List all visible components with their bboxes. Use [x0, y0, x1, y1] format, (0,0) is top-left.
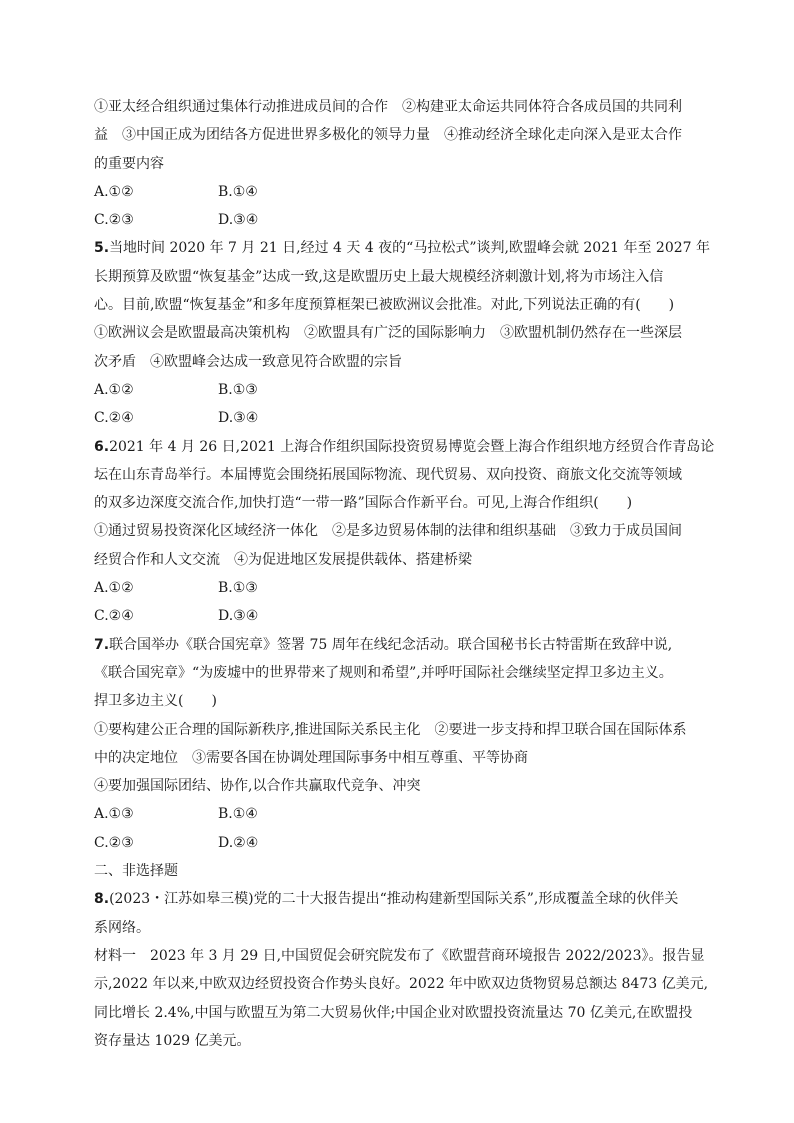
q7-option-a: A.①③	[94, 806, 134, 823]
q8-line: 材料一 2023 年 3 月 29 日,中国贸促会研究院发布了《欧盟营商环境报告 2022/2023》。报告显	[94, 947, 705, 964]
q7-line: 捍卫多边主义( )	[94, 693, 217, 710]
question-7	[94, 631, 734, 857]
q5-options-row	[94, 376, 734, 404]
q5-options-row	[94, 404, 734, 432]
q5-line: 次矛盾 ④欧盟峰会达成一致意见符合欧盟的宗旨	[94, 353, 402, 370]
q6-option-a: A.①②	[94, 580, 134, 597]
q6-line: 坛在山东青岛举行。本届博览会围绕拓展国际物流、现代贸易、双向投资、商旅文化交流等领域	[94, 466, 682, 483]
question-5	[94, 234, 734, 432]
question-6	[94, 433, 734, 631]
q4-option-c: C.②③	[94, 212, 134, 229]
q6-option-c: C.②④	[94, 608, 134, 625]
q5-option-b: B.①③	[218, 381, 258, 398]
q6-options-row	[94, 574, 734, 602]
q6-option-d: D.③④	[218, 608, 259, 625]
q8-number: 8.	[94, 891, 110, 908]
q4-options-row	[94, 206, 734, 234]
q5-option-d: D.③④	[218, 410, 259, 427]
q7-options-row	[94, 829, 734, 857]
q8-line: (2023・江苏如皋三模)党的二十大报告提出“推动构建新型国际关系”,形成覆盖全球的伙伴关	[109, 891, 679, 908]
q4-options-row	[94, 178, 734, 206]
q6-line: ①通过贸易投资深化区域经济一体化 ②是多边贸易体制的法律和组织基础 ③致力于成员国间	[94, 523, 682, 540]
q8-line: 同比增长 2.4%,中国与欧盟互为第二大贸易伙伴;中国企业对欧盟投资流量达 70 亿美元,在欧盟投	[94, 1004, 693, 1021]
q5-line: ①欧洲议会是欧盟最高决策机构 ②欧盟具有广泛的国际影响力 ③欧盟机制仍然存在一些深层	[94, 325, 682, 342]
q4-option-a: A.①②	[94, 183, 134, 200]
q5-number: 5.	[94, 240, 110, 257]
q8-line: 示,2022 年以来,中欧双边经贸投资合作势头良好。2022 年中欧双边货物贸易总额达 8473 亿美元,	[94, 976, 709, 993]
q7-line: 《联合国宪章》“为废墟中的世界带来了规则和希望”,并呼吁国际社会继续坚定捍卫多边主义。	[94, 664, 673, 681]
q7-option-d: D.②④	[218, 834, 259, 851]
q4-line: 益 ③中国正成为团结各方促进世界多极化的领导力量 ④推动经济全球化走向深入是亚太合作	[94, 127, 682, 144]
q6-line: 2021 年 4 月 26 日,2021 上海合作组织国际投资贸易博览会暨上海合作组织地方经贸合作青岛论	[109, 438, 715, 455]
question-8	[94, 885, 734, 1055]
question-4	[94, 93, 734, 234]
q4-option-b: B.①④	[218, 183, 258, 200]
q7-line: 中的决定地位 ③需要各国在协调处理国际事务中相互尊重、平等协商	[94, 749, 528, 766]
q7-options-row	[94, 800, 734, 828]
q6-options-row	[94, 602, 734, 630]
q7-option-b: B.①④	[218, 806, 258, 823]
q8-line: 资存量达 1029 亿美元。	[94, 1032, 251, 1049]
section-heading: 二、非选择题	[94, 863, 178, 880]
q5-line: 长期预算及欧盟“恢复基金”达成一致,这是欧盟历史上最大规模经济刺激计划,将为市场注入信	[94, 268, 664, 285]
q7-line: ①要构建公正合理的国际新秩序,推进国际关系民主化 ②要进一步支持和捍卫联合国在国际体系	[94, 721, 687, 738]
q6-line: 的双多边深度交流合作,加快打造“一带一路”国际合作新平台。可见,上海合作组织( )	[94, 495, 633, 512]
q7-line: ④要加强国际团结、协作,以合作共赢取代竞争、冲突	[94, 778, 421, 795]
q6-number: 6.	[94, 438, 110, 455]
q6-line: 经贸合作和人文交流 ④为促进地区发展提供载体、搭建桥梁	[94, 551, 472, 568]
q4-line: ①亚太经合组织通过集体行动推进成员间的合作 ②构建亚太命运共同体符合各成员国的共同利	[94, 99, 682, 115]
q5-option-c: C.②④	[94, 410, 134, 427]
q5-option-a: A.①②	[94, 381, 134, 398]
q5-line: 当地时间 2020 年 7 月 21 日,经过 4 天 4 夜的“马拉松式”谈判,欧盟峰会就 2021 年至 2027 年	[109, 240, 711, 257]
q6-option-b: B.①③	[218, 580, 258, 597]
q4-line: 的重要内容	[94, 155, 164, 172]
q7-line: 联合国举办《联合国宪章》签署 75 周年在线纪念活动。联合国秘书长古特雷斯在致辞中说,	[109, 636, 673, 653]
q7-number: 7.	[94, 636, 110, 653]
q5-line: 心。目前,欧盟“恢复基金”和多年度预算框架已被欧洲议会批准。对此,下列说法正确的有( )	[94, 297, 675, 314]
q4-option-d: D.③④	[218, 212, 259, 229]
q7-option-c: C.②③	[94, 834, 134, 851]
q8-line: 系网络。	[94, 919, 150, 936]
